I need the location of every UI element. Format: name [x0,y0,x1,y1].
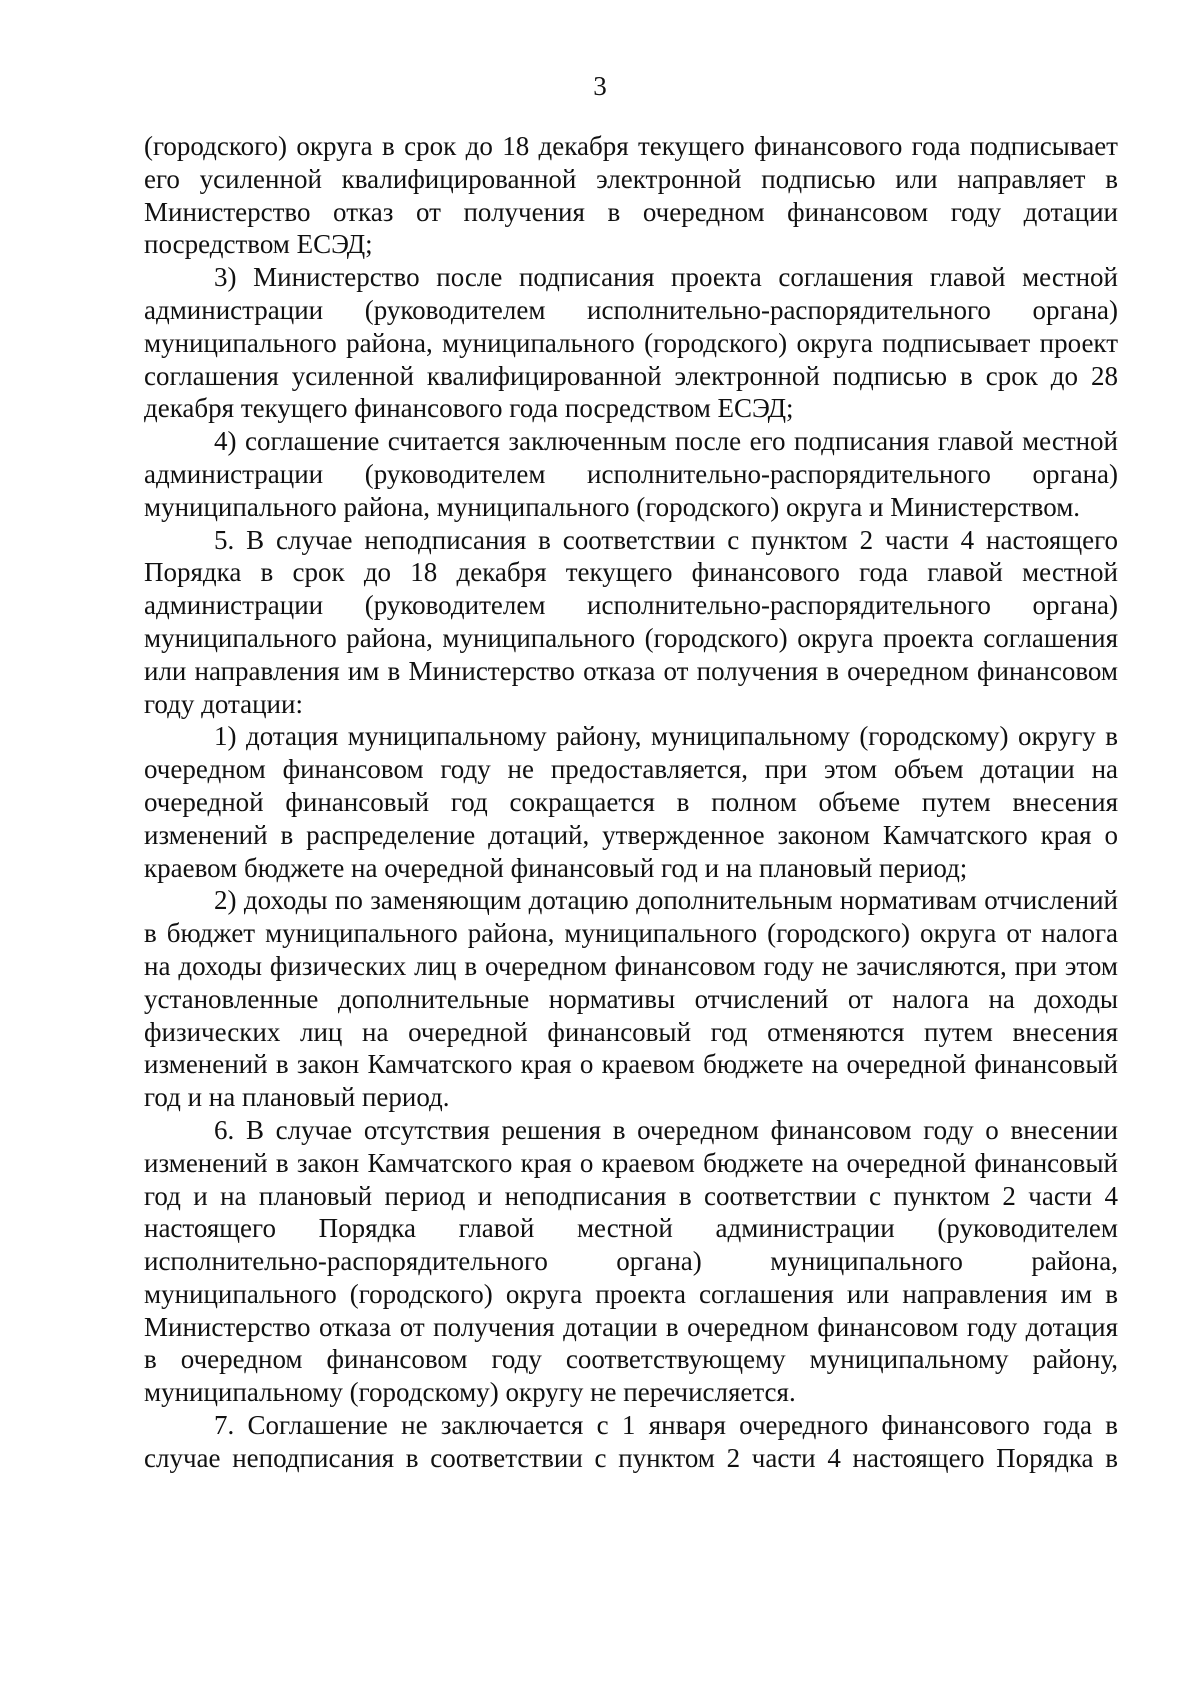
paragraph-item-3: 3) Министерство после подписания проекта соглашения главой местной администрации (руководителем исполнительно-распорядительного органа) муниципального района, муниципального (городского) округа подписывает проект соглашения усиленной квалифицированной электронной подписью в срок до 28 декабря текущего финансового года посредством ЕСЭД; [144,262,1118,424]
paragraph-section-5: 5. В случае неподписания в соответствии с пунктом 2 части 4 настоящего Порядка в срок до 18 декабря текущего финансового года главой местной администрации (руководителем исполнительно-распорядительного органа) муниципального района, муниципального (городского) округа проекта соглашения или направления им в Министерство отказа от получения в очередном финансовом году дотации: [144,524,1118,719]
paragraph-continuation: (городского) округа в срок до 18 декабря текущего финансового года подписывает его усиленной квалифицированной электронной подписью или направляет в Министерство отказ от получения в очередном финансовом году дотации посредством ЕСЭД; [144,131,1118,260]
document-body [144,130,1118,1475]
paragraph-section-6: 6. В случае отсутствия решения в очередном финансовом году о внесении изменений в закон Камчатского края о краевом бюджете на очередной финансовый год и на плановый период и неподписания в соответствии с пунктом 2 части 4 настоящего Порядка главой местной администрации (руководителем исполнительно-распорядительного органа) муниципального района, муниципального (городского) округа проекта соглашения или направления им в Министерство отказа от получения дотации в очередном финансовом году дотация в очередном финансовом году соответствующему муниципальному району, муниципальному (городскому) округу не перечисляется. [144,1114,1118,1408]
paragraph-item-4: 4) соглашение считается заключенным после его подписания главой местной администрации (руководителем исполнительно-распорядительного органа) муниципального района, муниципального (городского) округа и Министерством. [144,426,1118,522]
paragraph-section-5-item-1: 1) дотация муниципальному району, муниципальному (городскому) округу в очередном финансовом году не предоставляется, при этом объем дотации на очередной финансовый год сокращается в полном объеме путем внесения изменений в распределение дотаций, утвержденное законом Камчатского края о краевом бюджете на очередной финансовый год и на плановый период; [144,721,1118,883]
paragraph-section-5-item-2: 2) доходы по заменяющим дотацию дополнительным нормативам отчислений в бюджет муниципального района, муниципального (городского) округа от налога на доходы физических лиц в очередном финансовом году не зачисляются, при этом установленные дополнительные нормативы отчислений от налога на доходы физических лиц на очередной финансовый год отменяются путем внесения изменений в закон Камчатского края о краевом бюджете на очередной финансовый год и на плановый период. [144,885,1118,1113]
page-number: 3 [593,71,607,101]
paragraph-section-7: 7. Соглашение не заключается с 1 января очередного финансового года в случае неподписания в соответствии с пунктом 2 части 4 настоящего Порядка в [144,1410,1118,1473]
